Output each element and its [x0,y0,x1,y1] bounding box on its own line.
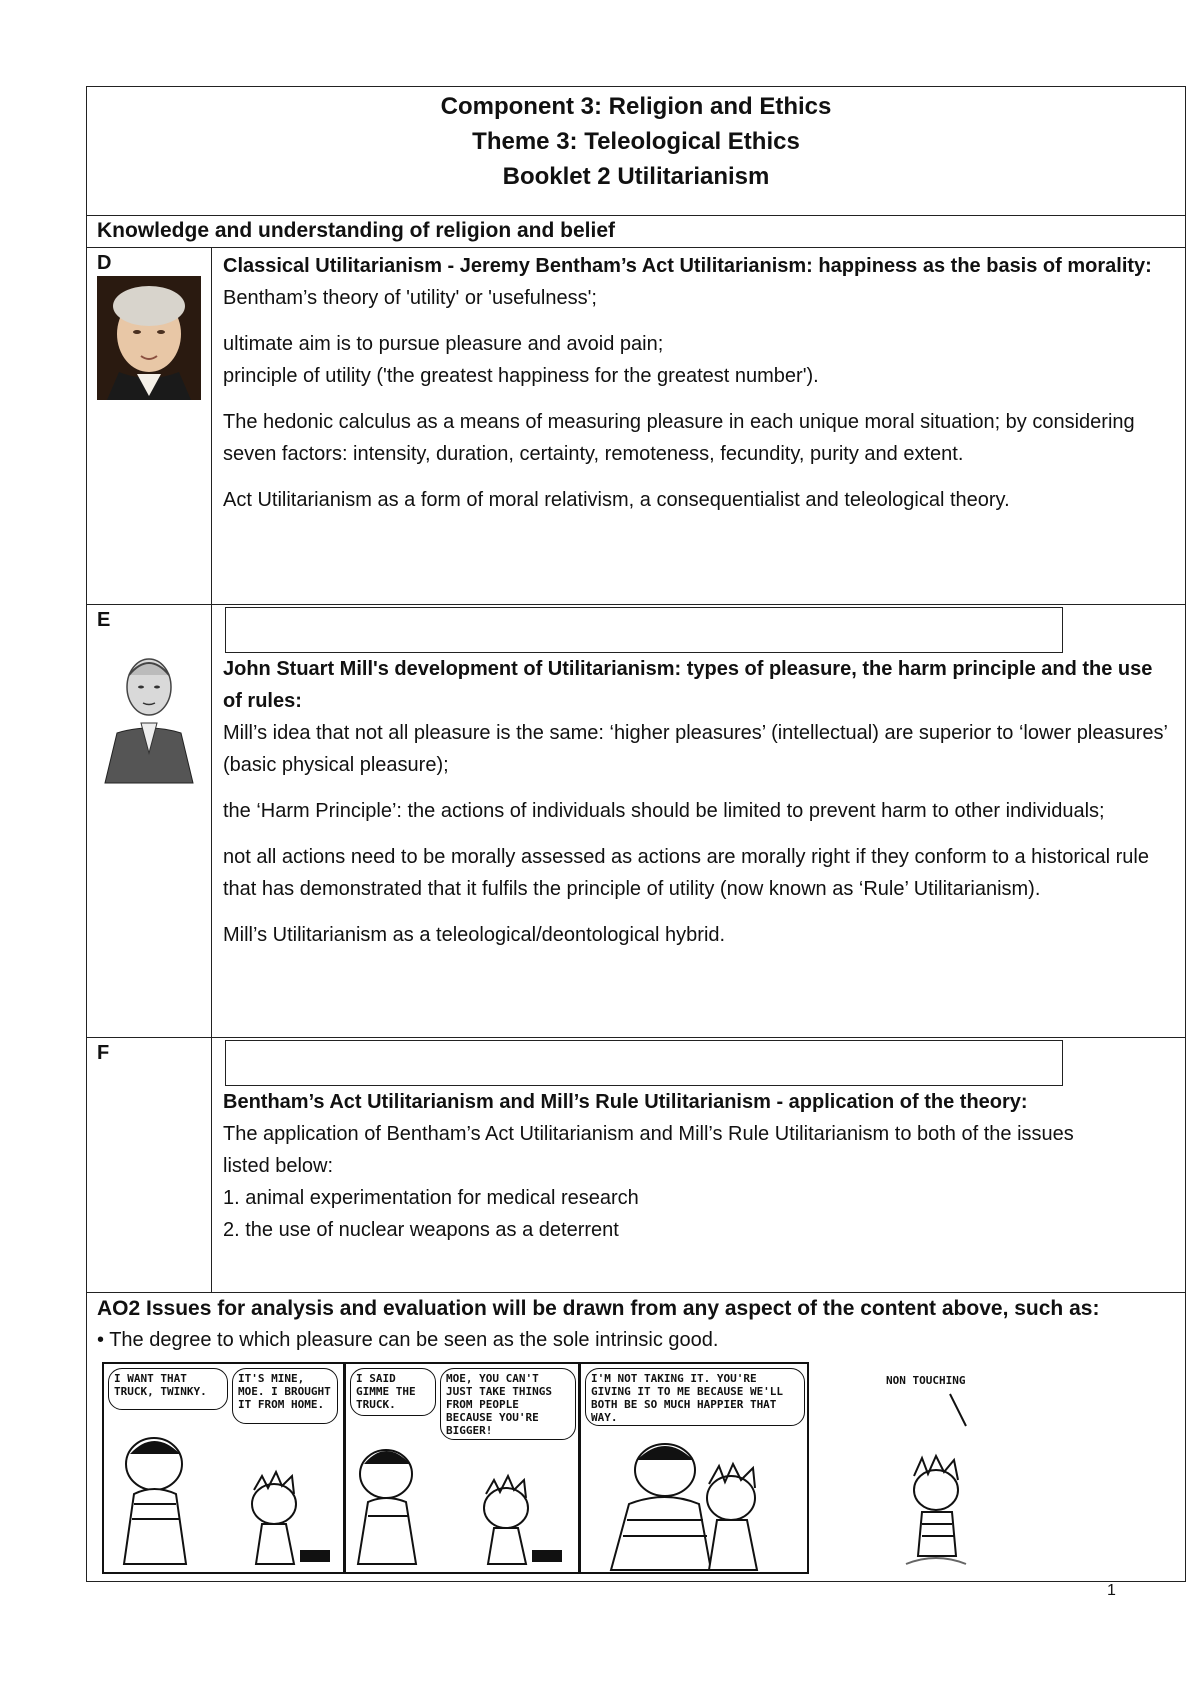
row-text: Mill’s idea that not all pleasure is the same: ‘higher pleasures’ (intellectual) are superior to ‘lower pleasures’ (basic physical pleasure); [223,722,1168,776]
list-item: 2. the use of nuclear weapons as a deterrent [223,1219,619,1241]
theme-title: Theme 3: Teleological Ethics [472,128,800,155]
row-text: Bentham’s theory of 'utility' or 'usefulness'; [223,287,597,309]
mill-portrait [97,643,201,785]
ao2-heading: AO2 Issues for analysis and evaluation will be drawn from any aspect of the content above, such as: [97,1297,1100,1320]
row-heading: Classical Utilitarianism - Jeremy Bentham’s Act Utilitarianism: happiness as the basis of morality: [223,255,1152,277]
speech-bubble: I SAID GIMME THE TRUCK. [350,1368,436,1416]
speech-bubble: MOE, YOU CAN'T JUST TAKE THINGS FROM PEOPLE BECAUSE YOU'RE BIGGER! [440,1368,576,1440]
comic-characters [581,1424,807,1572]
speech-bubble: I WANT THAT TRUCK, TWINKY. [108,1368,228,1410]
row-heading: Bentham’s Act Utilitarianism and Mill’s Rule Utilitarianism - application of the theory: [223,1091,1028,1113]
row-text: principle of utility ('the greatest happiness for the greatest number'). [223,365,819,387]
booklet-title: Booklet 2 Utilitarianism [502,163,770,190]
row-e [86,604,1186,1038]
speech-bubble: IT'S MINE, MOE. I BROUGHT IT FROM HOME. [232,1368,338,1424]
row-text: Act Utilitarianism as a form of moral relativism, a consequentialist and teleological theory. [223,489,1010,511]
answer-box[interactable] [225,607,1063,653]
answer-box[interactable] [225,1040,1063,1086]
row-f [86,1037,1186,1293]
caption-text: NON TOUCHING [886,1374,966,1387]
row-letter: D [97,252,112,274]
row-letter: F [97,1042,110,1064]
row-text: ultimate aim is to pursue pleasure and avoid pain; [223,333,664,355]
page-number: 1 [1107,1582,1116,1599]
comic-characters [346,1424,578,1572]
section-heading: Knowledge and understanding of religion and belief [86,215,1186,248]
comic-panel-4 [866,1372,1006,1572]
bentham-portrait [97,276,201,400]
list-item: 1. animal experimentation for medical research [223,1187,639,1209]
row-letter: E [97,609,111,631]
row-heading: John Stuart Mill's development of Utilitarianism: types of pleasure, the harm principle and the use of rules: [223,658,1153,712]
row-text: listed below: [223,1155,334,1177]
comic-panel-2 [344,1362,580,1574]
comic-characters [104,1424,344,1572]
row-text: Mill’s Utilitarianism as a teleological/deontological hybrid. [223,924,726,946]
row-text: the ‘Harm Principle’: the actions of individuals should be limited to prevent harm to other individuals; [223,800,1105,822]
ao2-bullet: • The degree to which pleasure can be seen as the sole intrinsic good. [97,1329,719,1351]
component-title: Component 3: Religion and Ethics [440,93,832,120]
row-text: not all actions need to be morally assessed as actions are morally right if they conform to a historical rule that has demonstrated that it fulfils the principle of utility (now known as ‘Rule’ Utilitarianism). [223,846,1149,900]
title-cell [86,86,1186,216]
comic-panel-3 [579,1362,809,1574]
comic-panel-1 [102,1362,345,1574]
row-d [86,247,1186,605]
row-text: The hedonic calculus as a means of measuring pleasure in each unique moral situation; by considering seven factors: intensity, duration, certainty, remoteness, fecundity, purity and extent. [223,411,1135,465]
row-text: The application of Bentham’s Act Utilitarianism and Mill’s Rule Utilitarianism to both of the issues [223,1123,1074,1145]
comic-character [866,1392,1006,1572]
speech-bubble: I'M NOT TAKING IT. YOU'RE GIVING IT TO ME BECAUSE WE'LL BOTH BE SO MUCH HAPPIER THAT WAY. [585,1368,805,1426]
